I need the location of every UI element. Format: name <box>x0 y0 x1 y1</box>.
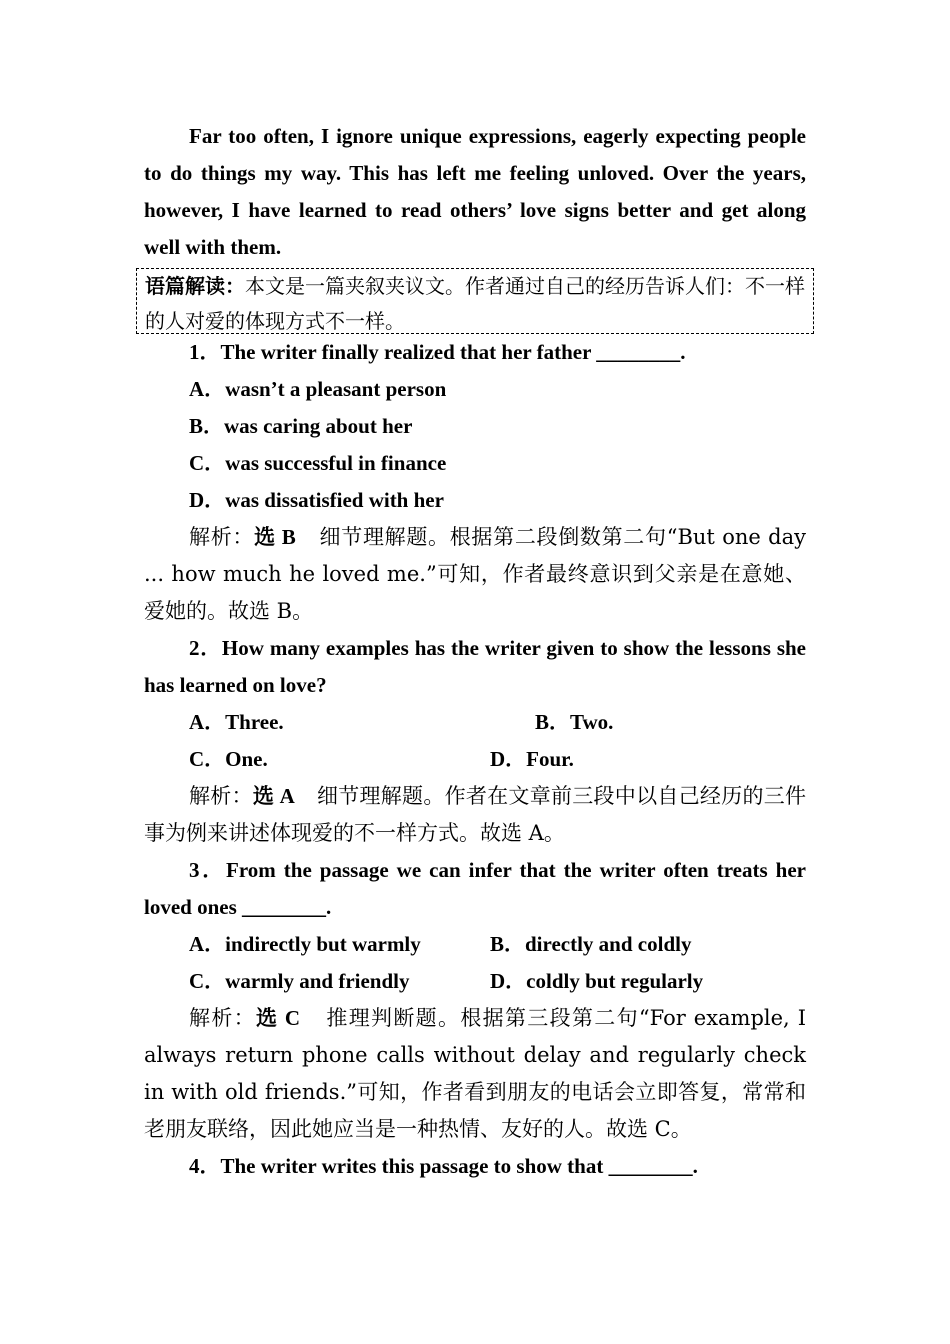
passage-analysis-label: 语篇解读： <box>145 276 245 298</box>
question-3-option-a: A．indirectly but warmly <box>189 932 421 956</box>
analysis-label: 解析： <box>189 1006 256 1030</box>
question-3-option-b: B．directly and coldly <box>490 932 692 956</box>
question-2-options-row-2 <box>144 741 806 778</box>
question-3-option-d: D．coldly but regularly <box>490 969 704 993</box>
question-1-option-d: D．was dissatisfied with her <box>189 488 444 512</box>
question-2-analysis <box>144 778 806 852</box>
document-page <box>144 118 806 1185</box>
question-3-options-row-2 <box>144 963 806 1000</box>
question-2-option-b: B．Two. <box>535 710 614 734</box>
analysis-answer: 选 B <box>254 525 296 549</box>
analysis-answer: 选 A <box>252 784 295 808</box>
question-4-stem: 4．The writer writes this passage to show that ________. <box>189 1154 698 1178</box>
question-1-analysis <box>144 519 806 630</box>
question-3-option-c: C．warmly and friendly <box>189 969 410 993</box>
question-2-option-a: A．Three. <box>189 710 284 734</box>
question-2-stem: 2．How many examples has the writer given to show the lessons she has learned on love? <box>144 636 806 697</box>
analysis-label: 解析： <box>189 784 253 808</box>
passage-analysis-text: 本文是一篇夹叙夹议文。作者通过自己的经历告诉人们：不一样的人对爱的体现方式不一样。 <box>145 274 805 333</box>
question-3-stem: 3．From the passage we can infer that the writer often treats her loved ones ________. <box>144 858 806 919</box>
question-1-option-a: A．wasn’t a pleasant person <box>189 377 447 401</box>
passage-analysis-box <box>136 268 814 334</box>
analysis-text: 推理判断题。根据第三段第二句“For example, I always return phone calls without delay and regularly check in with old friends.”可知，作者看到朋友的电话会立即答复，常常和老朋友联络，因此她应当是一种热情、友好的人。故选 C。 <box>144 1006 807 1141</box>
question-2-option-d: D．Four. <box>490 747 574 771</box>
question-2-options-row-1 <box>144 704 806 741</box>
question-3-analysis <box>144 1000 806 1148</box>
question-2-option-c: C．One. <box>189 747 268 771</box>
question-3-options-row-1 <box>144 926 806 963</box>
intro-paragraph: Far too often, I ignore unique expressions, eagerly expecting people to do things my way. This has left me feeling unloved. Over the years, however, I have learned to read others’ love signs better and get along well with them. <box>144 124 806 259</box>
question-1-option-c: C．was successful in finance <box>189 451 447 475</box>
question-1-option-b: B．was caring about her <box>189 414 413 438</box>
analysis-text: 细节理解题。作者在文章前三段中以自己经历的三件事为例来讲述体现爱的不一样方式。故选 A。 <box>144 784 807 845</box>
analysis-text: 细节理解题。根据第二段倒数第二句“But one day ... how much he loved me.”可知，作者最终意识到父亲是在意她、爱她的。故选 B。 <box>144 525 807 623</box>
question-1-stem: 1．The writer finally realized that her father ________. <box>189 340 686 364</box>
analysis-answer: 选 C <box>255 1006 301 1030</box>
analysis-label: 解析： <box>189 525 255 549</box>
